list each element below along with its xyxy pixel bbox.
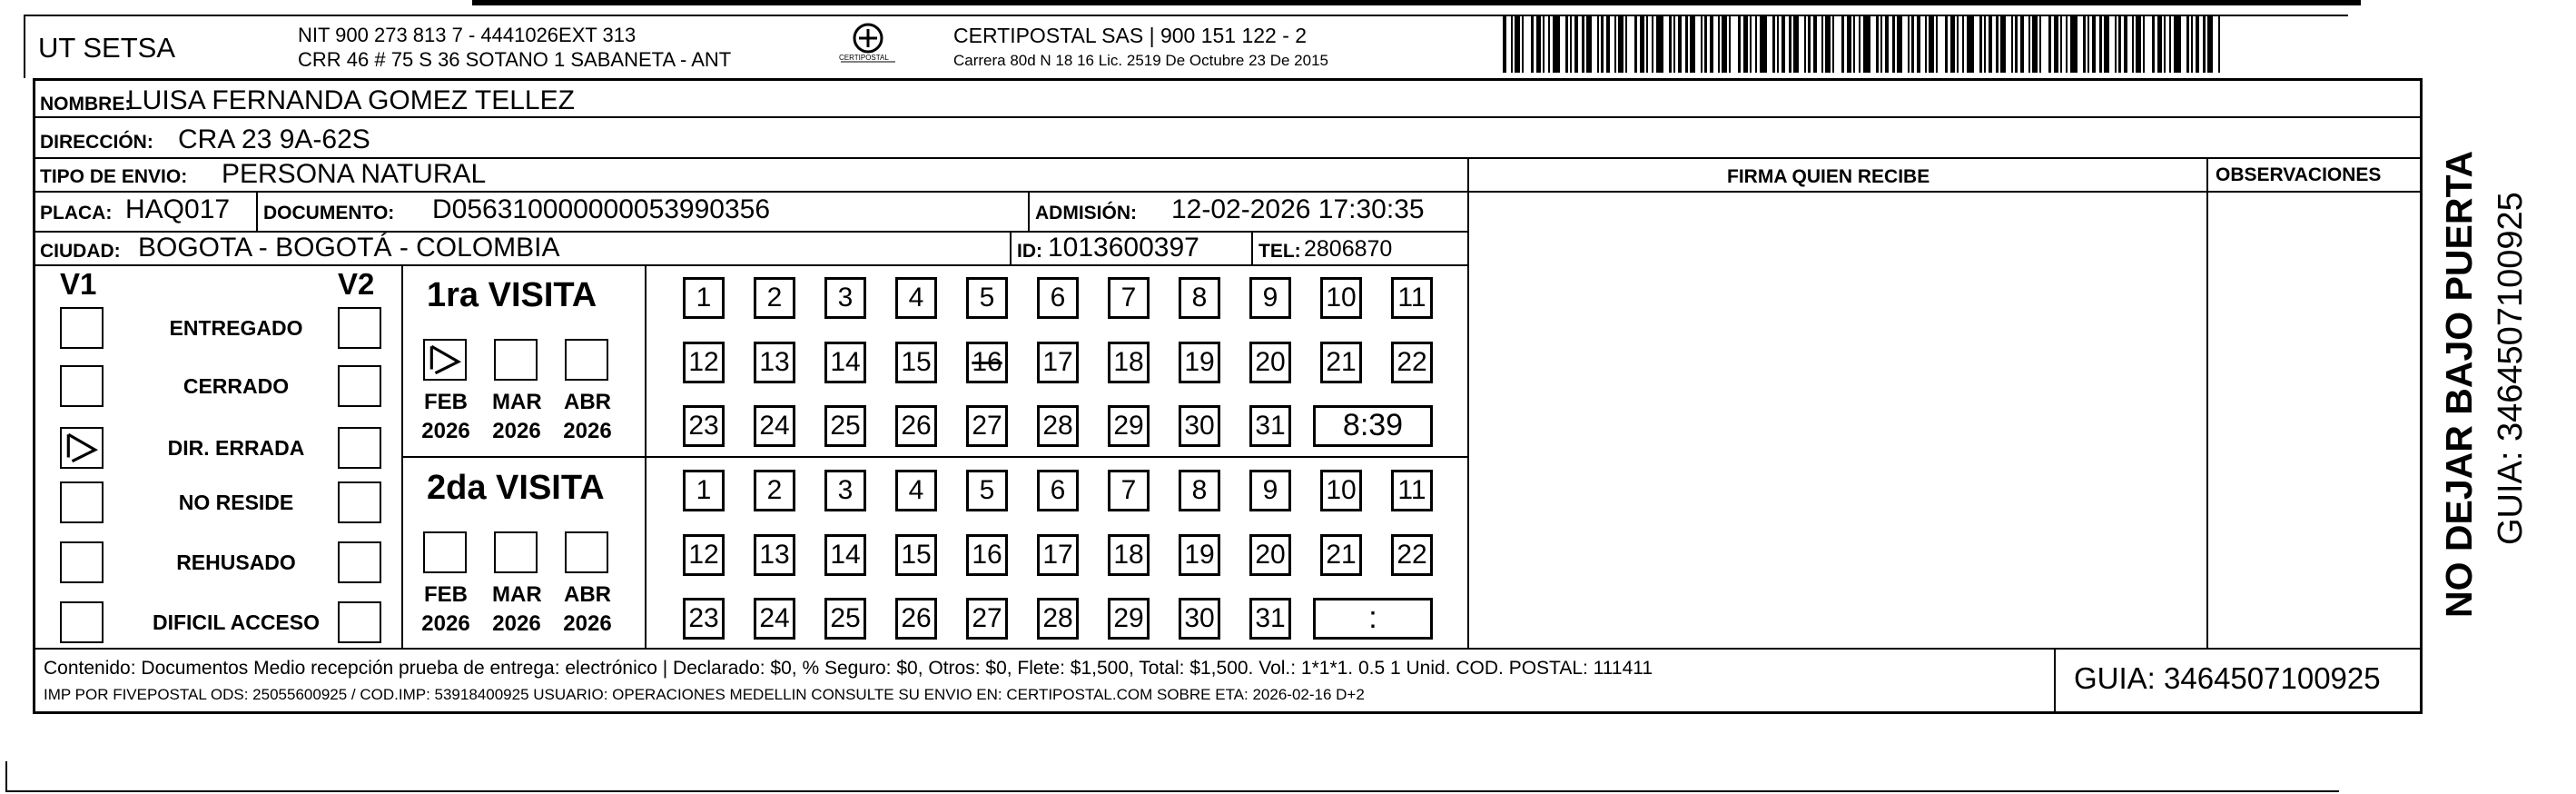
barcode-bar xyxy=(2092,15,2096,73)
day-box[interactable]: 28 xyxy=(1037,598,1079,640)
day-box[interactable]: 12 xyxy=(683,534,725,576)
barcode-bar xyxy=(1760,15,1767,73)
year-label: 2026 xyxy=(492,611,541,636)
day-box[interactable]: 6 xyxy=(1037,277,1079,319)
col-line xyxy=(2206,157,2208,648)
barcode-bar xyxy=(1701,15,1703,73)
day-box[interactable]: 31 xyxy=(1249,405,1291,447)
document-label: DOCUMENTO: xyxy=(263,203,395,223)
barcode-bar xyxy=(1601,15,1604,73)
barcode-bar xyxy=(2032,15,2038,73)
license-line: Carrera 80d N 18 16 Lic. 2519 De Octubre 23 De 2015 xyxy=(953,52,1328,69)
status-label: DIR. ERRADA xyxy=(167,436,305,460)
barcode-bar xyxy=(1646,15,1648,73)
barcode-bar xyxy=(1614,15,1616,73)
status-label: ENTREGADO xyxy=(169,316,303,340)
barcode-bar xyxy=(2066,15,2068,73)
month-checkbox[interactable] xyxy=(423,339,467,381)
barcode-bar xyxy=(1979,15,1982,73)
imp-line: IMP POR FIVEPOSTAL ODS: 25055600925 / COD.IMP: 53918400925 USUARIO: OPERACIONES MEDELLIN CONSULTE SU ENVIO EN: CERTIPOSTAL.COM SOBRE ETA: 2026-02-16 D+2 xyxy=(44,686,1365,703)
v2-checkbox[interactable] xyxy=(338,541,381,583)
barcode-bar xyxy=(1793,15,1799,73)
day-box[interactable]: 26 xyxy=(895,598,937,640)
barcode-bar xyxy=(1625,15,1627,73)
type-value: PERSONA NATURAL xyxy=(222,159,487,189)
barcode-bar xyxy=(2060,15,2062,73)
day-box[interactable]: 10 xyxy=(1320,470,1362,511)
day-box[interactable]: 8 xyxy=(1179,470,1220,511)
day-box[interactable]: 27 xyxy=(966,405,1008,447)
barcode-bar xyxy=(1574,15,1578,73)
barcode-bar xyxy=(2099,15,2102,73)
v2-label: V2 xyxy=(338,267,375,301)
barcode-bar xyxy=(2152,15,2155,73)
barcode-bar xyxy=(1859,15,1860,73)
day-box[interactable]: 9 xyxy=(1249,277,1291,319)
barcode-bar xyxy=(1722,15,1727,73)
address-label: DIRECCIÓN: xyxy=(40,132,153,153)
barcode-bar xyxy=(2011,15,2013,73)
footer-line xyxy=(33,648,2423,650)
row-line xyxy=(33,264,1469,266)
day-box[interactable]: 3 xyxy=(824,277,866,319)
logo-text: CERTIPOSTAL xyxy=(839,54,889,62)
barcode-bar xyxy=(1885,15,1889,73)
barcode-bar xyxy=(1669,15,1672,73)
status-label: REHUSADO xyxy=(176,551,296,574)
barcode-bar xyxy=(2132,15,2134,73)
barcode-bar xyxy=(2196,15,2199,73)
tel-value: 2806870 xyxy=(1304,236,1393,262)
barcode-bar xyxy=(1777,15,1779,73)
barcode-bar xyxy=(2054,15,2058,73)
day-box[interactable]: 15 xyxy=(895,534,937,576)
barcode-bar xyxy=(1750,15,1752,73)
carrier-line: CERTIPOSTAL SAS | 900 151 122 - 2 xyxy=(953,24,1308,47)
barcode-bar xyxy=(1511,15,1513,73)
day-box[interactable]: 27 xyxy=(966,598,1008,640)
v2-checkbox[interactable] xyxy=(338,365,381,407)
barcode-bar xyxy=(1808,15,1811,73)
barcode-bar xyxy=(2087,15,2089,73)
plate-label: PLACA: xyxy=(40,203,113,223)
barcode-bar xyxy=(1897,15,1902,73)
day-box[interactable]: 5 xyxy=(966,277,1008,319)
side-guide: GUIA: 3464507100925 xyxy=(2492,192,2530,545)
document-value: D056310000000053990356 xyxy=(432,194,771,224)
time-box[interactable]: : xyxy=(1313,598,1433,640)
day-box[interactable]: 6 xyxy=(1037,470,1079,511)
day-box[interactable]: 16 xyxy=(966,342,1008,383)
barcode-bar xyxy=(1582,15,1584,73)
day-box[interactable]: 19 xyxy=(1179,342,1220,383)
barcode-bar xyxy=(1543,15,1545,73)
month-checkbox[interactable] xyxy=(565,531,608,573)
barcode-bar xyxy=(2157,15,2162,73)
day-box[interactable]: 25 xyxy=(824,598,866,640)
name-label: NOMBRE: xyxy=(40,94,132,114)
row-line xyxy=(33,191,2423,193)
year-label: 2026 xyxy=(492,419,541,443)
month-label: MAR xyxy=(492,582,542,607)
barcode-bar xyxy=(1704,15,1707,73)
day-box[interactable]: 12 xyxy=(683,342,725,383)
day-box[interactable]: 13 xyxy=(754,534,795,576)
barcode-bar xyxy=(1565,15,1568,73)
barcode-bar xyxy=(1936,15,1938,73)
month-label: MAR xyxy=(492,390,542,414)
day-box[interactable]: 7 xyxy=(1108,470,1150,511)
barcode-bar xyxy=(1772,15,1775,73)
barcode-bar xyxy=(1597,15,1599,73)
day-box[interactable]: 21 xyxy=(1320,342,1362,383)
day-box[interactable]: 14 xyxy=(824,534,866,576)
barcode-bar xyxy=(2218,15,2220,73)
visit-title: 2da VISITA xyxy=(427,469,605,507)
year-label: 2026 xyxy=(563,611,612,636)
barcode-bar xyxy=(1531,15,1534,73)
barcode-bar xyxy=(2048,15,2051,73)
barcode-bar xyxy=(1656,15,1663,73)
footer-guide: GUIA: 3464507100925 xyxy=(2074,661,2381,695)
city-label: CIUDAD: xyxy=(40,241,121,262)
barcode-bar xyxy=(1640,15,1644,73)
barcode-bar xyxy=(1678,15,1682,73)
barcode-bar xyxy=(1743,15,1748,73)
day-box[interactable]: 17 xyxy=(1037,534,1079,576)
id-value: 1013600397 xyxy=(1048,233,1199,263)
barcode-bar xyxy=(2207,15,2213,73)
barcode-bar xyxy=(2186,15,2189,73)
barcode-bar xyxy=(1825,15,1831,73)
barcode-bar xyxy=(1847,15,1851,73)
barcode-bar xyxy=(1989,15,1992,73)
barcode-bar xyxy=(1781,15,1785,73)
status-label: DIFICIL ACCESO xyxy=(152,610,320,634)
barcode-bar xyxy=(1729,15,1731,73)
observations-label: OBSERVACIONES xyxy=(2216,164,2382,185)
row-line xyxy=(401,456,1467,458)
barcode-bar xyxy=(1710,15,1713,73)
month-checkbox[interactable] xyxy=(494,531,538,573)
month-label: ABR xyxy=(564,390,611,414)
time-box[interactable]: 8:39 xyxy=(1313,405,1433,447)
barcode-bar xyxy=(1515,15,1520,73)
side-notice: NO DEJAR BAJO PUERTA xyxy=(2438,150,2480,618)
barcode-bar xyxy=(1804,15,1806,73)
visit-title: 1ra VISITA xyxy=(427,276,597,314)
day-box[interactable]: 17 xyxy=(1037,342,1079,383)
v1-label: V1 xyxy=(60,267,97,301)
nit-line: NIT 900 273 813 7 - 4441026EXT 313 xyxy=(298,24,637,46)
barcode-bar xyxy=(1957,15,1959,73)
barcode-bar xyxy=(2115,15,2117,73)
status-label: NO RESIDE xyxy=(178,491,294,514)
month-label: FEB xyxy=(424,390,468,414)
signature-label: FIRMA QUIEN RECIBE xyxy=(1727,166,1930,187)
day-box[interactable]: 14 xyxy=(824,342,866,383)
v2-checkbox[interactable] xyxy=(338,427,381,469)
month-checkbox[interactable] xyxy=(423,531,467,573)
address-value: CRA 23 9A-62S xyxy=(178,124,370,154)
day-box[interactable]: 4 xyxy=(895,470,937,511)
plate-value: HAQ017 xyxy=(125,194,231,224)
col-line xyxy=(1467,157,1469,648)
day-box[interactable]: 2 xyxy=(754,277,795,319)
day-box[interactable]: 11 xyxy=(1391,470,1433,511)
day-box[interactable]: 26 xyxy=(895,405,937,447)
barcode-bar xyxy=(1685,15,1688,73)
barcode-bar xyxy=(1718,15,1720,73)
year-label: 2026 xyxy=(421,611,470,636)
barcode-bar xyxy=(1634,15,1637,73)
day-box[interactable]: 31 xyxy=(1249,598,1291,640)
day-box[interactable]: 10 xyxy=(1320,277,1362,319)
barcode-bar xyxy=(1522,15,1524,73)
content-line: Contenido: Documentos Medio recepción prueba de entrega: electrónico | Declarado: $0, % Seguro: $0, Otros: $0, Flete: $1,500, Total: $1,500. Vol.: 1*1*1. 0.5 1 Unid. COD. POSTAL: 111411 xyxy=(44,658,1653,679)
day-box[interactable]: 15 xyxy=(895,342,937,383)
day-box[interactable]: 13 xyxy=(754,342,795,383)
barcode-bar xyxy=(2136,15,2141,73)
barcode-bar xyxy=(1673,15,1675,73)
barcode-bar xyxy=(1821,15,1823,73)
certipostal-logo xyxy=(835,22,901,73)
barcode-bar xyxy=(1832,15,1834,73)
barcode-bar xyxy=(1962,15,1964,73)
day-box[interactable]: 3 xyxy=(824,470,866,511)
year-label: 2026 xyxy=(563,419,612,443)
day-box[interactable]: 4 xyxy=(895,277,937,319)
barcode-bar xyxy=(1813,15,1817,73)
checkmark-icon xyxy=(425,341,465,379)
v2-checkbox[interactable] xyxy=(338,307,381,349)
barcode-bar xyxy=(1892,15,1895,73)
barcode-bar xyxy=(2000,15,2006,73)
day-box[interactable]: 29 xyxy=(1108,405,1150,447)
row-line xyxy=(33,116,2423,118)
barcode-bar xyxy=(1911,15,1914,73)
day-box[interactable]: 2 xyxy=(754,470,795,511)
barcode-bar xyxy=(1841,15,1844,73)
day-box[interactable]: 7 xyxy=(1108,277,1150,319)
barcode-bar xyxy=(1755,15,1757,73)
barcode-bar xyxy=(1967,15,1974,73)
day-box[interactable]: 5 xyxy=(966,470,1008,511)
day-box[interactable]: 30 xyxy=(1179,405,1220,447)
day-box[interactable]: 29 xyxy=(1108,598,1150,640)
barcode-bar xyxy=(1863,15,1870,73)
barcode-bar xyxy=(1917,15,1920,73)
barcode-bar xyxy=(2104,15,2109,73)
barcode-bar xyxy=(2203,15,2206,73)
barcode-bar xyxy=(1570,15,1572,73)
col-line xyxy=(1028,191,1030,231)
barcode-bar xyxy=(1690,15,1695,73)
status-label: CERRADO xyxy=(183,374,290,398)
city-value: BOGOTA - BOGOTÁ - COLOMBIA xyxy=(138,233,560,263)
barcode-bar xyxy=(1925,15,1927,73)
barcode-bar xyxy=(1950,15,1955,73)
top-edge-strip xyxy=(472,0,2361,5)
barcode-bar xyxy=(1606,15,1610,73)
day-box[interactable]: 9 xyxy=(1249,470,1291,511)
day-box[interactable]: 11 xyxy=(1391,277,1433,319)
barcode-bar xyxy=(2028,15,2030,73)
barcode-bar xyxy=(1553,15,1560,73)
crop-mark xyxy=(5,790,2339,792)
day-box[interactable]: 16 xyxy=(966,534,1008,576)
col-line xyxy=(1251,231,1253,264)
day-box[interactable]: 25 xyxy=(824,405,866,447)
day-box[interactable]: 24 xyxy=(754,405,795,447)
admission-label: ADMISIÓN: xyxy=(1035,203,1137,223)
barcode-bar xyxy=(1548,15,1550,73)
barcode-bar xyxy=(1880,15,1882,73)
day-box[interactable]: 22 xyxy=(1391,534,1433,576)
month-label: FEB xyxy=(424,582,468,607)
barcode-bar xyxy=(2124,15,2127,73)
tel-label: TEL: xyxy=(1258,241,1301,262)
barcode-bar xyxy=(2191,15,2193,73)
barcode-bar xyxy=(2118,15,2121,73)
barcode-bar xyxy=(2169,15,2171,73)
barcode-bar xyxy=(1789,15,1791,73)
name-value: LUISA FERNANDA GOMEZ TELLEZ xyxy=(127,85,575,115)
barcode-bar xyxy=(1876,15,1879,73)
year-label: 2026 xyxy=(421,419,470,443)
barcode-bar xyxy=(1945,15,1948,73)
day-box[interactable]: 8 xyxy=(1179,277,1220,319)
col-line xyxy=(256,191,258,231)
crop-mark xyxy=(5,761,7,792)
barcode-bar xyxy=(1984,15,1986,73)
barcode-bar xyxy=(1586,15,1592,73)
barcode xyxy=(1503,15,2220,73)
day-box[interactable]: 24 xyxy=(754,598,795,640)
barcode-bar xyxy=(1853,15,1855,73)
col-line xyxy=(2054,648,2056,714)
day-box[interactable]: 30 xyxy=(1179,598,1220,640)
day-box[interactable]: 19 xyxy=(1179,534,1220,576)
id-label: ID: xyxy=(1017,241,1042,262)
barcode-bar xyxy=(2039,15,2041,73)
barcode-bar xyxy=(2015,15,2018,73)
v2-checkbox[interactable] xyxy=(338,601,381,643)
day-box[interactable]: 23 xyxy=(683,598,725,640)
v2-checkbox[interactable] xyxy=(338,481,381,523)
barcode-bar xyxy=(2164,15,2166,73)
barcode-bar xyxy=(2083,15,2086,73)
barcode-bar xyxy=(1929,15,1934,73)
barcode-bar xyxy=(2143,15,2145,73)
month-checkbox[interactable] xyxy=(565,339,608,381)
barcode-bar xyxy=(2020,15,2024,73)
barcode-bar xyxy=(2070,15,2078,73)
day-box[interactable]: 20 xyxy=(1249,342,1291,383)
barcode-bar xyxy=(1503,15,1506,73)
company-name: UT SETSA xyxy=(38,32,176,64)
barcode-bar xyxy=(1652,15,1653,73)
barcode-bar xyxy=(1536,15,1541,73)
day-box[interactable]: 21 xyxy=(1320,534,1362,576)
day-box[interactable]: 23 xyxy=(683,405,725,447)
barcode-bar xyxy=(1738,15,1741,73)
barcode-bar xyxy=(1908,15,1910,73)
day-box[interactable]: 28 xyxy=(1037,405,1079,447)
col-line xyxy=(1010,231,1012,264)
barcode-bar xyxy=(1996,15,1999,73)
address-line: CRR 46 # 75 S 36 SOTANO 1 SABANETA - ANT xyxy=(298,50,732,70)
day-box[interactable]: 18 xyxy=(1108,342,1150,383)
day-box[interactable]: 18 xyxy=(1108,534,1150,576)
admission-value: 12-02-2026 17:30:35 xyxy=(1171,194,1425,224)
barcode-bar xyxy=(2174,15,2181,73)
barcode-bar xyxy=(1618,15,1624,73)
barcode-graphic xyxy=(1503,15,2220,73)
month-checkbox[interactable] xyxy=(494,339,538,381)
day-box[interactable]: 1 xyxy=(683,277,725,319)
type-label: TIPO DE ENVIO: xyxy=(40,166,188,187)
day-box[interactable]: 1 xyxy=(683,470,725,511)
month-label: ABR xyxy=(564,582,611,607)
day-box[interactable]: 20 xyxy=(1249,534,1291,576)
day-box[interactable]: 22 xyxy=(1391,342,1433,383)
